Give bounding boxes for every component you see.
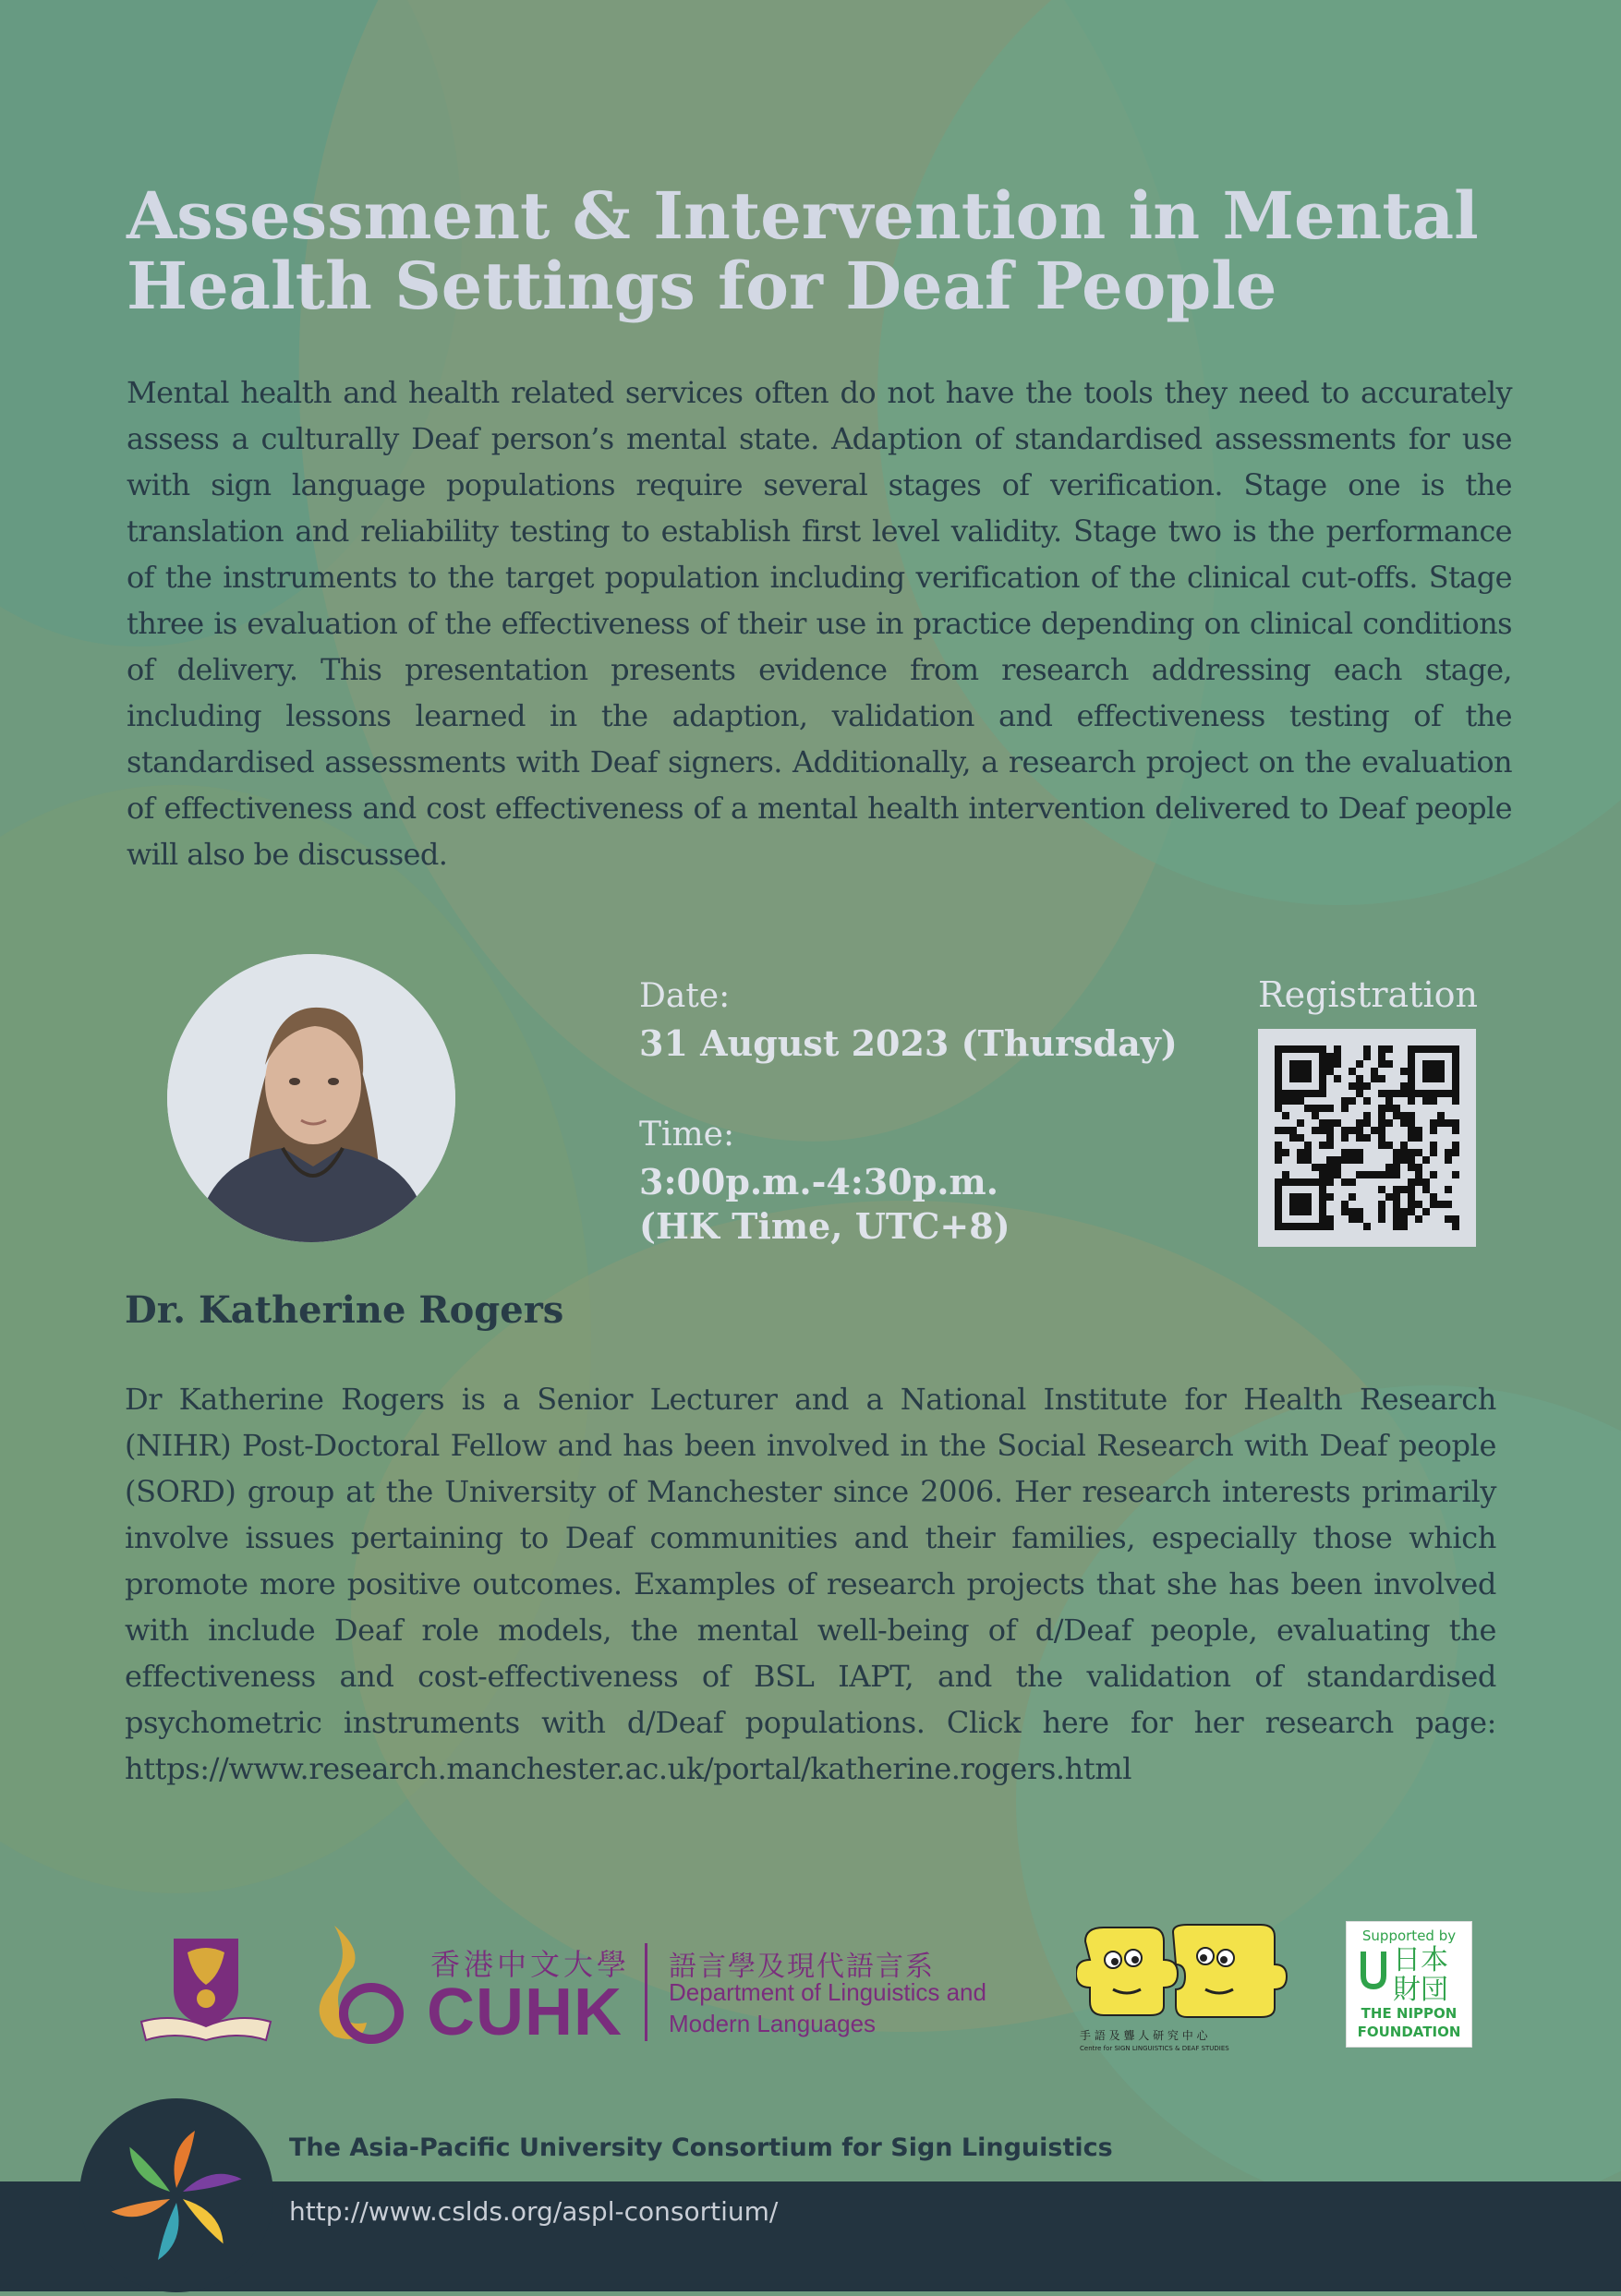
title-line-2: Health Settings for Deaf People (127, 248, 1277, 324)
consortium-link[interactable]: http://www.cslds.org/aspl-consortium/ (289, 2196, 779, 2227)
nippon-name-line-2: FOUNDATION (1357, 2024, 1461, 2040)
time-value-line-2: (HK Time, UTC+8) (639, 1205, 1010, 1247)
cuhk-wordmark: CUHK (427, 1976, 623, 2049)
title-line-1: Assessment & Intervention in Mental (127, 177, 1479, 254)
cuhk-crest-logo (137, 1934, 275, 2045)
cuhk-chinese-name: 香港中文大學 (430, 1948, 631, 1981)
department-name-line-2: Modern Languages (669, 2010, 877, 2037)
nippon-japanese-name: 日本財団 (1393, 1944, 1448, 2006)
nippon-supported-by: Supported by (1361, 1927, 1457, 1944)
consortium-name: The Asia-Pacific University Consortium for Sign Linguistics (289, 2133, 1113, 2162)
department-chinese-name: 語言學及現代語言系 (669, 1952, 935, 1982)
speaker-name: Dr. Katherine Rogers (125, 1288, 564, 1332)
logo-divider (645, 1943, 647, 2041)
time-value (639, 1160, 1010, 1249)
consortium-logo (79, 2098, 273, 2292)
page-title (127, 177, 1512, 324)
cslds-english-name: Centre for SIGN LINGUISTICS & DEAF STUDIES (1080, 2045, 1229, 2052)
time-label: Time: (639, 1116, 735, 1154)
cslds-logo (1076, 1923, 1288, 2061)
speaker-bio: Dr Katherine Rogers is a Senior Lecturer and a National Institute for Health Research (NIHR) Post-Doctoral Fellow and has been involved in the Social Research with Deaf people (SORD) group at the University of Manchester since 2006. Her research interests primarily involve issues pertaining to Deaf communities and their families, especially those which promote more positive outcomes. Examples of research projects that she has been involved with include Deaf role models, the mental well-being of d/Deaf people, evaluating the effectiveness and cost-effectiveness of BSL IAPT, and the validation of standardised psychometric instruments with d/Deaf populations. Click here for her research page: https://www.research.manchester.ac.uk/portal/katherine.rogers.html (125, 1382, 1496, 1786)
department-name-line-1: Department of Linguistics and (669, 1978, 986, 2006)
registration-qr-code[interactable] (1258, 1029, 1476, 1247)
cuhk-swirl-logo (297, 1921, 408, 2046)
nippon-foundation-logo (1346, 1921, 1472, 2048)
speaker-photo (167, 954, 455, 1242)
registration-label: Registration (1258, 974, 1478, 1015)
time-value-line-1: 3:00p.m.-4:30p.m. (639, 1161, 998, 1202)
abstract-paragraph: Mental health and health related services often do not have the tools they need to accurately assess a culturally Deaf person’s mental state. Adaption of standardised assessments for use with sign language populations require several stages of verification. Stage one is the translation and reliability testing to establish first level validity. Stage two is the performance of the instruments to the target population including verification of the clinical cut-offs. Stage three is evaluation of the effectiveness of their use in practice depending on clinical conditions of delivery. This presentation presents evidence from research addressing each stage, including lessons learned in the adaption, validation and effectiveness testing of the standardised assessments with Deaf signers. Additionally, a research project on the evaluation of effectiveness and cost effectiveness of a mental health intervention delivered to Deaf people will also be discussed. (127, 375, 1512, 872)
nippon-name-line-1: THE NIPPON (1361, 2005, 1458, 2022)
date-value: 31 August 2023 (Thursday) (639, 1022, 1178, 1064)
date-label: Date: (639, 977, 731, 1015)
sponsor-logos (0, 1903, 1621, 2069)
cslds-chinese-name: 手 語 及 聾 人 研 究 中 心 (1080, 2029, 1208, 2042)
